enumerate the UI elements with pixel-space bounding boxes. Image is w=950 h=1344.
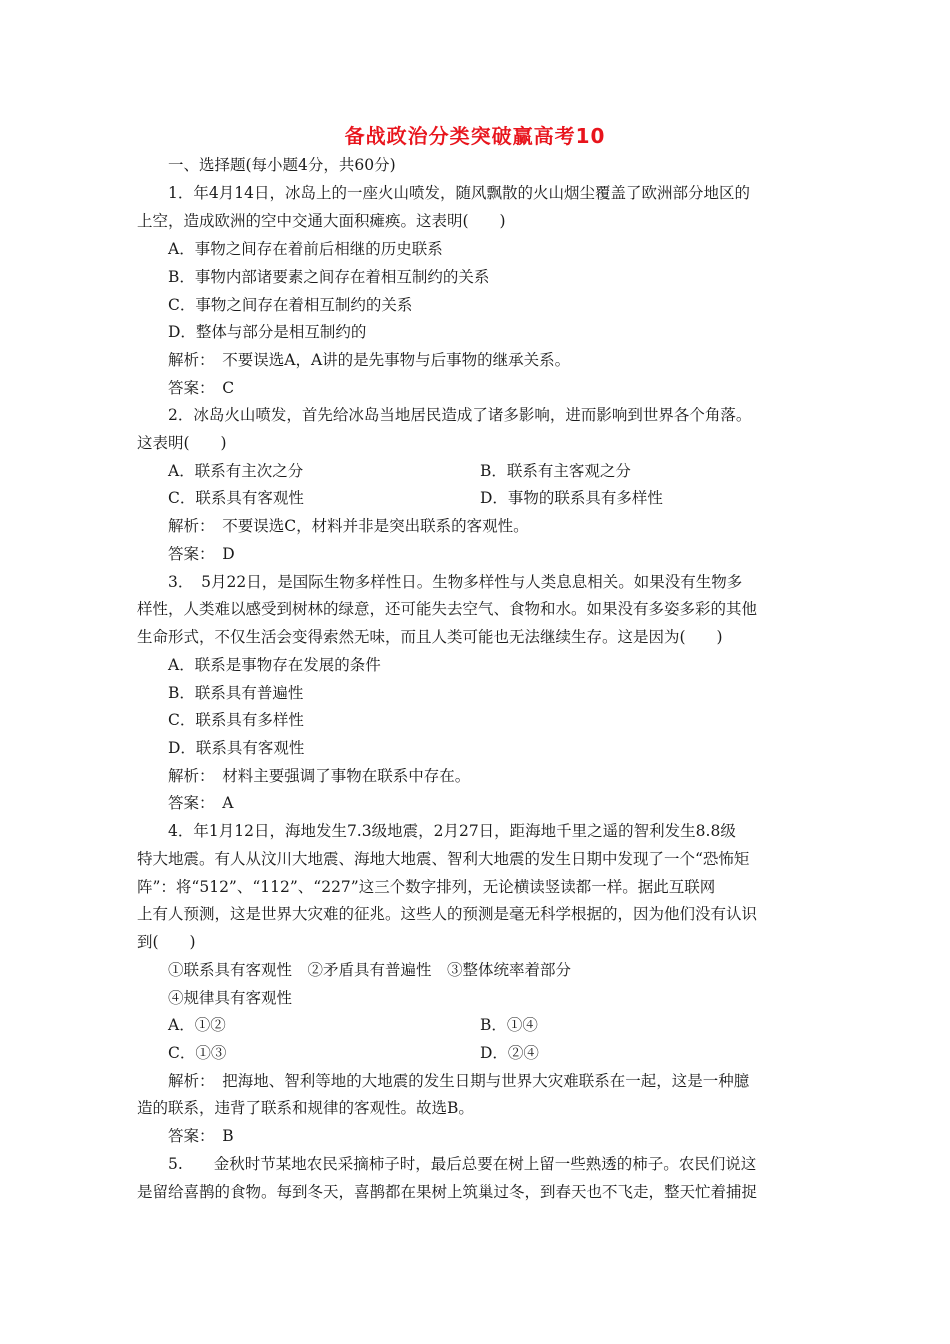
q3-answer: 答案： A [168, 794, 234, 812]
q2-stem-line-1: 2．冰岛火山喷发，首先给冰岛当地居民造成了诸多影响，进而影响到世界各个角落。 [168, 406, 752, 424]
q2-option-b: B．联系有主客观之分 [480, 462, 631, 480]
section-heading: 一、选择题(每小题4分，共60分) [168, 156, 396, 174]
q3-analysis: 解析： 材料主要强调了事物在联系中存在。 [168, 767, 471, 785]
q4-items-line-1: ①联系具有客观性 ②矛盾具有普遍性 ③整体统率着部分 [168, 961, 572, 979]
q1-option-b: B．事物内部诸要素之间存在着相互制约的关系 [168, 268, 490, 286]
q4-stem-line-3: 阵”：将“512”、“112”、“227”这三个数字排列，无论横读竖读都一样。据此互联网 [137, 878, 716, 896]
q2-option-d: D．事物的联系具有多样性 [480, 489, 663, 507]
q3-stem-line-3: 生命形式，不仅生活会变得索然无味，而且人类可能也无法继续生存。这是因为( ) [137, 628, 723, 646]
q1-analysis: 解析： 不要误选A，A讲的是先事物与后事物的继承关系。 [168, 351, 571, 369]
document-title: 备战政治分类突破赢高考10 [344, 124, 606, 148]
q4-analysis-line-1: 解析： 把海地、智利等地的大地震的发生日期与世界大灾难联系在一起，这是一种臆 [168, 1072, 750, 1090]
q4-analysis-line-2: 造的联系，违背了联系和规律的客观性。故选B。 [137, 1099, 474, 1117]
q1-stem-line-2: 上空，造成欧洲的空中交通大面积瘫痪。这表明( ) [137, 212, 506, 230]
q1-option-d: D．整体与部分是相互制约的 [168, 323, 367, 341]
q5-stem-line-1: 5. 金秋时节某地农民采摘柿子时，最后总要在树上留一些熟透的柿子。农民们说这 [168, 1155, 757, 1173]
q3-option-c: C．联系具有多样性 [168, 711, 304, 729]
q4-option-d: D．②④ [480, 1044, 539, 1062]
q4-option-b: B．①④ [480, 1016, 538, 1034]
q1-stem-line-1: 1．年4月14日，冰岛上的一座火山喷发，随风飘散的火山烟尘覆盖了欧洲部分地区的 [168, 184, 750, 202]
q2-answer: 答案： D [168, 545, 235, 563]
q5-stem-line-2: 是留给喜鹊的食物。每到冬天，喜鹊都在果树上筑巢过冬，到春天也不飞走，整天忙着捕捉 [137, 1183, 758, 1201]
q1-option-a: A．事物之间存在着前后相继的历史联系 [168, 240, 443, 258]
q1-option-c: C．事物之间存在着相互制约的关系 [168, 296, 413, 314]
q3-option-b: B．联系具有普遍性 [168, 684, 304, 702]
q4-option-c: C．①③ [168, 1044, 227, 1062]
q4-stem-line-4: 上有人预测，这是世界大灾难的征兆。这些人的预测是毫无科学根据的，因为他们没有认识 [137, 905, 758, 923]
q4-option-a: A．①② [168, 1016, 226, 1034]
q3-option-a: A．联系是事物存在发展的条件 [168, 656, 381, 674]
q1-answer: 答案： C [168, 379, 235, 397]
q4-stem-line-1: 4．年1月12日，海地发生7.3级地震，2月27日，距海地千里之遥的智利发生8.8级 [168, 822, 736, 840]
q3-stem-line-1: 3． 5月22日，是国际生物多样性日。生物多样性与人类息息相关。如果没有生物多 [168, 573, 743, 591]
q3-stem-line-2: 样性，人类难以感受到树林的绿意，还可能失去空气、食物和水。如果没有多姿多彩的其他 [137, 600, 758, 618]
q4-items-line-2: ④规律具有客观性 [168, 989, 293, 1007]
q4-stem-line-2: 特大地震。有人从汶川大地震、海地大地震、智利大地震的发生日期中发现了一个“恐怖矩 [137, 850, 750, 868]
q2-option-c: C．联系具有客观性 [168, 489, 304, 507]
q2-analysis: 解析： 不要误选C，材料并非是突出联系的客观性。 [168, 517, 529, 535]
q4-stem-line-5: 到( ) [137, 933, 196, 951]
q2-option-a: A．联系有主次之分 [168, 462, 304, 480]
q3-option-d: D．联系具有客观性 [168, 739, 305, 757]
q2-stem-line-2: 这表明( ) [137, 434, 227, 452]
q4-answer: 答案： B [168, 1127, 234, 1145]
